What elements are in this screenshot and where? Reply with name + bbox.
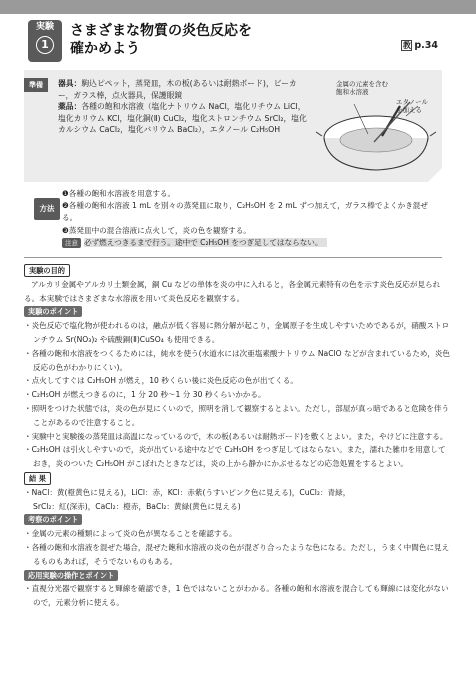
reagent-label: 薬品： xyxy=(58,102,82,111)
list-item: ・ 各種の飽和水溶液を混ぜた場合，混ぜた飽和水溶液の炎の色が混ざり合ったような色になる。ただし，うまく中間色に見えるものもあれば，そうでないものもある。 xyxy=(24,541,450,569)
results-heading: 結 果 xyxy=(24,472,51,485)
applied-list xyxy=(24,582,450,610)
equipment-line xyxy=(58,78,308,101)
experiment-badge xyxy=(28,20,62,62)
illustration-label-solution: 金属の元素を含む 飽和水溶液 xyxy=(336,80,388,96)
preparation-box xyxy=(24,70,442,182)
reagent-text: 各種の飽和水溶液（塩化ナトリウム NaCl，塩化リチウム LiCl，塩化カリウム KCl，塩化銅(Ⅱ) CuCl₂，塩化ストロンチウム SrCl₂，塩化カルシウム CaCl₂，塩化バリウム BaCl₂），エタノール C₂H₅OH xyxy=(58,102,307,134)
reagent-line xyxy=(58,101,308,136)
badge-number: 1 xyxy=(36,36,54,54)
page-title xyxy=(70,22,252,58)
purpose-text: アルカリ金属やアルカリ土類金属，銅 Cu などの単体を炎の中に入れると，各金属元素特有の色を示す炎色反応が見られる。本実験ではさまざまな水溶液を用いて炎色反応を観察する。 xyxy=(24,279,441,303)
page-ref-text: p.34 xyxy=(414,40,438,51)
points-list xyxy=(24,319,450,471)
list-item: ・ 実験中と実験後の蒸発皿は高温になっているので，木の板(あるいは耐熱ボード)を敷くとよい。また，やけどに注意する。 xyxy=(24,430,450,444)
results-list xyxy=(24,486,450,514)
consider-heading: 考察のポイント xyxy=(24,514,82,525)
top-bar xyxy=(0,0,476,14)
equipment-label: 器具： xyxy=(58,79,82,88)
list-item: ・ 金属の元素の種類によって炎の色が異なることを確認する。 xyxy=(24,527,450,541)
list-item: ・ C₂H₅OH が燃えつきるのに，1 分 20 秒〜1 分 30 秒くらいかかる。 xyxy=(24,388,450,402)
consider-list xyxy=(24,527,450,568)
method-step-1: ❶各種の飽和水溶液を用意する。 xyxy=(62,189,176,198)
equipment-text: 駒込ピペット，蒸発皿，木の板(あるいは耐熱ボード)，ビーカー，ガラス棒，点火器具，保護眼鏡 xyxy=(58,79,297,100)
list-item: ・ 各種の飽和水溶液をつくるためには，純水を使う(水道水には次亜塩素酸ナトリウム NaClO などが含まれているため，炎色反応の色がわかりにくい)。 xyxy=(24,347,450,375)
list-item: ・ C₂H₅OH は引火しやすいので，炎が出ている途中などで C₂H₅OH をつぎ足してはならない。また，濡れた雑巾を用意しておき，炎のついた C₂H₅OH がこぼれたときなどは，炎の上から静かにかぶせるなどの応急処置をするとよい。 xyxy=(24,443,450,471)
method-steps xyxy=(62,188,442,249)
preparation-text xyxy=(58,78,308,136)
title-line-2: 確かめよう xyxy=(70,41,140,57)
results-line-2-text: SrCl₂：紅(深赤)，CaCl₂：橙赤，BaCl₂：黄緑(黄色に見える) xyxy=(33,501,241,511)
title-line-1: さまざまな物質の炎色反応を xyxy=(70,23,252,39)
points-heading: 実験のポイント xyxy=(24,306,82,317)
list-item: ・ 直視分光器で観察すると輝線を確認でき，1 色ではないことがわかる。各種の飽和水溶液を混合しても輝線には変化がないので，元素分析に使える。 xyxy=(24,582,450,610)
evaporating-dish-illustration xyxy=(314,76,438,180)
folded-corner xyxy=(428,168,442,182)
purpose-heading: 実験の目的 xyxy=(24,264,70,277)
section-divider xyxy=(24,257,442,258)
main-content xyxy=(24,263,450,610)
illustration-label-ethanol: エタノール を加える xyxy=(396,98,428,114)
experiment-header xyxy=(28,18,438,62)
method-step-3: ❸蒸発皿中の混合溶液に点火して，炎の色を観察する。 xyxy=(62,225,251,235)
badge-kind: 実験 xyxy=(35,22,54,32)
caution-tag: 注意 xyxy=(62,238,81,248)
results-line-2 xyxy=(24,500,450,514)
method-step-2: ❷各種の飽和水溶液 1 mL を別々の蒸発皿に取り，C₂H₅OH を 2 mL ずつ加えて，ガラス棒でよくかき混ぜる。 xyxy=(62,201,428,223)
list-item: ・ 炎色反応で塩化物が使われるのは，融点が低く容易に熱分解が起こり，金属原子を生成しやすいためであるが，硝酸ストロンチウム Sr(NO₃)₂ や硫酸銅(Ⅱ)CuSO₄ も使用できる。 xyxy=(24,319,450,347)
method-caution xyxy=(62,237,442,249)
list-item: ・ 照明をつけた状態では，炎の色が見にくいので，照明を消して観察するとよい。ただし，部屋が真っ暗であると危険を伴うことがあるので注意すること。 xyxy=(24,402,450,430)
textbook-mark: 教 xyxy=(402,41,411,50)
preparation-tab: 準備 xyxy=(24,78,48,92)
list-item: ・ 点火してすぐは C₂H₅OH が燃え，10 秒くらい後に炎色反応の色が出てくる。 xyxy=(24,374,450,388)
results-line-1: ・ NaCl：黄(橙黄色に見える)，LiCl：赤，KCl：赤紫(うすいピンク色に見える)，CuCl₂：青緑， xyxy=(24,486,450,500)
caution-text: 必ず燃えつきるまで行う。途中で C₂H₅OH をつぎ足してはならない。 xyxy=(84,238,327,247)
method-tab: 方法 xyxy=(34,198,60,220)
method-box xyxy=(24,188,442,250)
page-reference xyxy=(401,40,438,51)
applied-heading: 応用実験の操作とポイント xyxy=(24,570,118,581)
